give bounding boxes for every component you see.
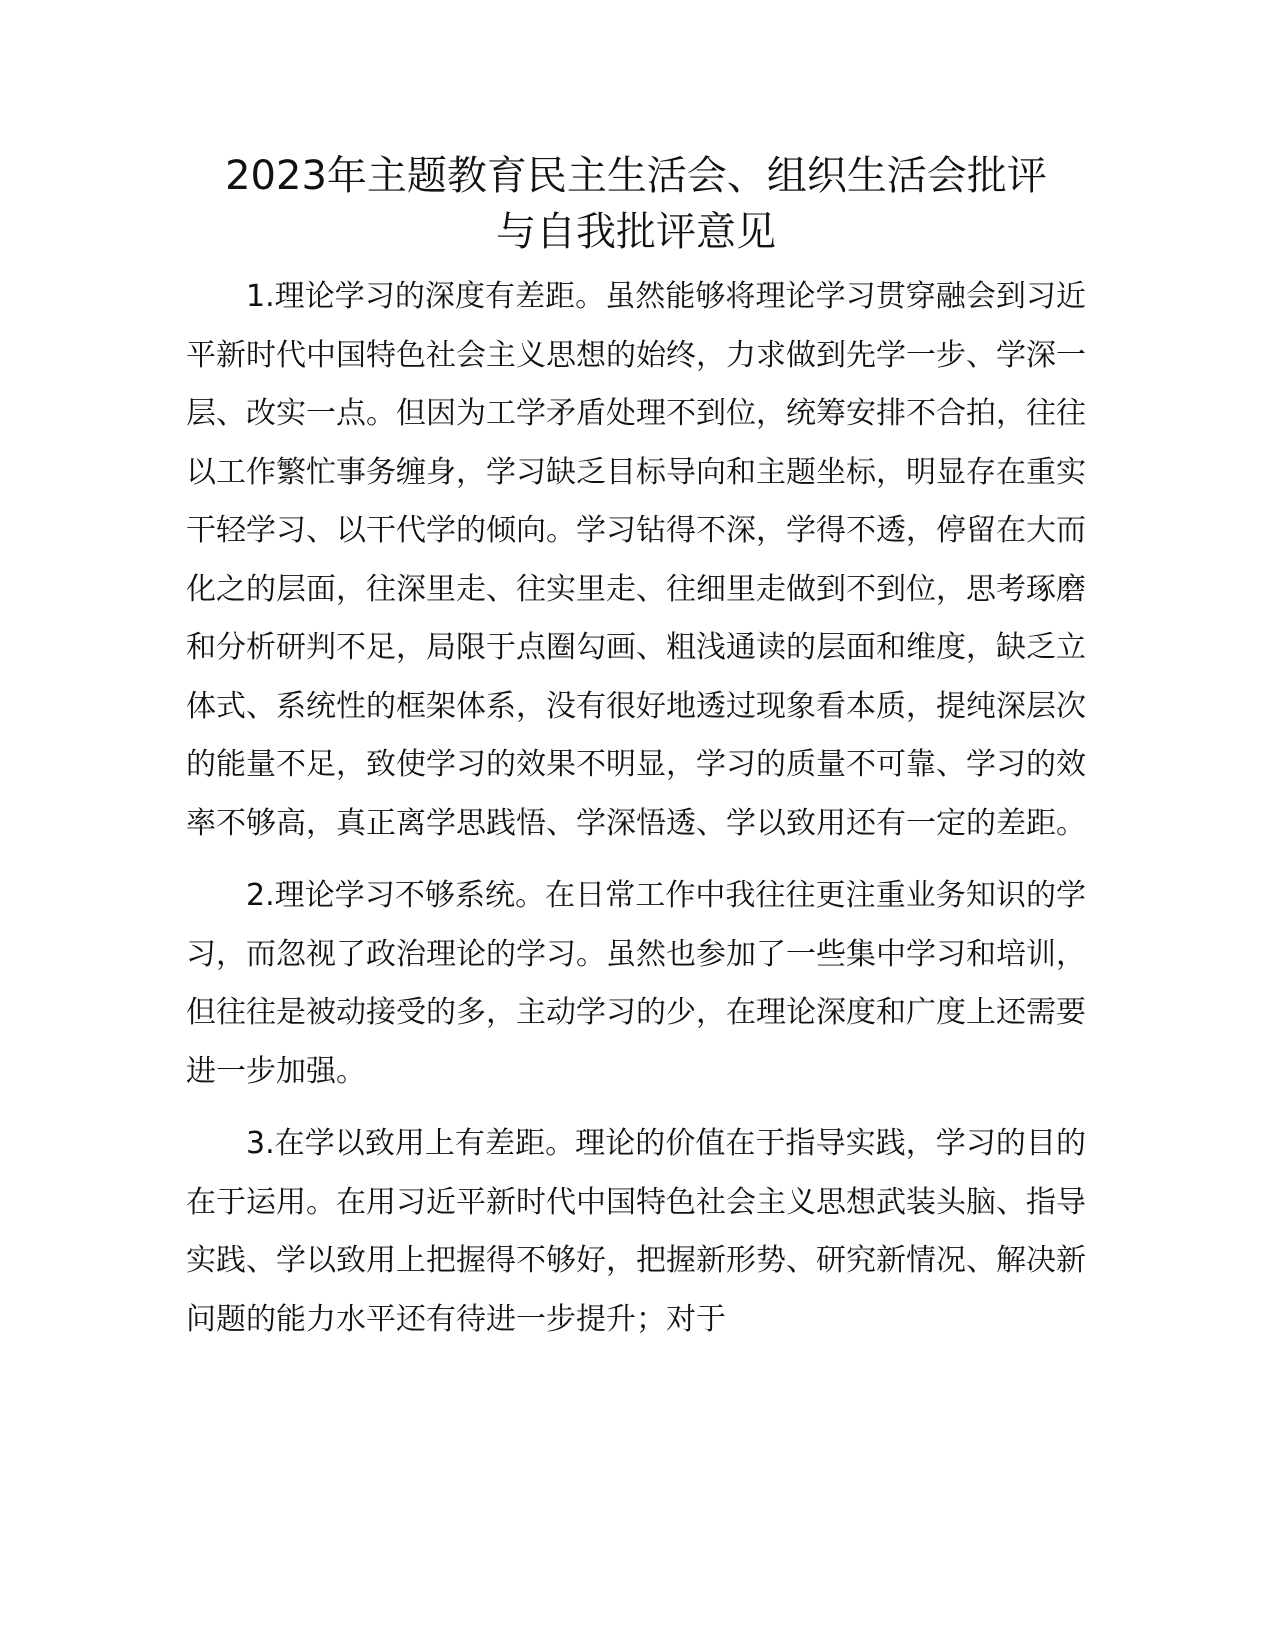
title-line-1: 2023年主题教育民主生活会、组织生活会批评 [225, 153, 1047, 199]
paragraph-3: 3.在学以致用上有差距。理论的价值在于指导实践，学习的目的在于运用。在用习近平新时代中国特色社会主义思想武装头脑、指导实践、学以致用上把握得不够好，把握新形势、研究新情况、解决新问题的能力水平还有待进一步提升；对于 [186, 1126, 1086, 1337]
paragraph-1: 1.理论学习的深度有差距。虽然能够将理论学习贯穿融会到习近平新时代中国特色社会主义思想的始终，力求做到先学一步、学深一层、改实一点。但因为工学矛盾处理不到位，统筹安排不合拍，往往以工作繁忙事务缠身，学习缺乏目标导向和主题坐标，明显存在重实干轻学习、以干代学的倾向。学习钻得不深，学得不透，停留在大而化之的层面，往深里走、往实里走、往细里走做到不到位，思考琢磨和分析研判不足，局限于点圈勾画、粗浅通读的层面和维度，缺乏立体式、系统性的框架体系，没有很好地透过现象看本质，提纯深层次的能量不足，致使学习的效果不明显，学习的质量不可靠、学习的效率不够高，真正离学思践悟、学深悟透、学以致用还有一定的差距。 [186, 279, 1086, 841]
document-title [186, 148, 1086, 260]
document-body [186, 148, 1086, 1349]
title-line-2: 与自我批评意见 [496, 209, 776, 255]
paragraph-2: 2.理论学习不够系统。在日常工作中我往往更注重业务知识的学习，而忽视了政治理论的学习。虽然也参加了一些集中学习和培训，但往往是被动接受的多，主动学习的少，在理论深度和广度上还需要进一步加强。 [186, 878, 1086, 1089]
